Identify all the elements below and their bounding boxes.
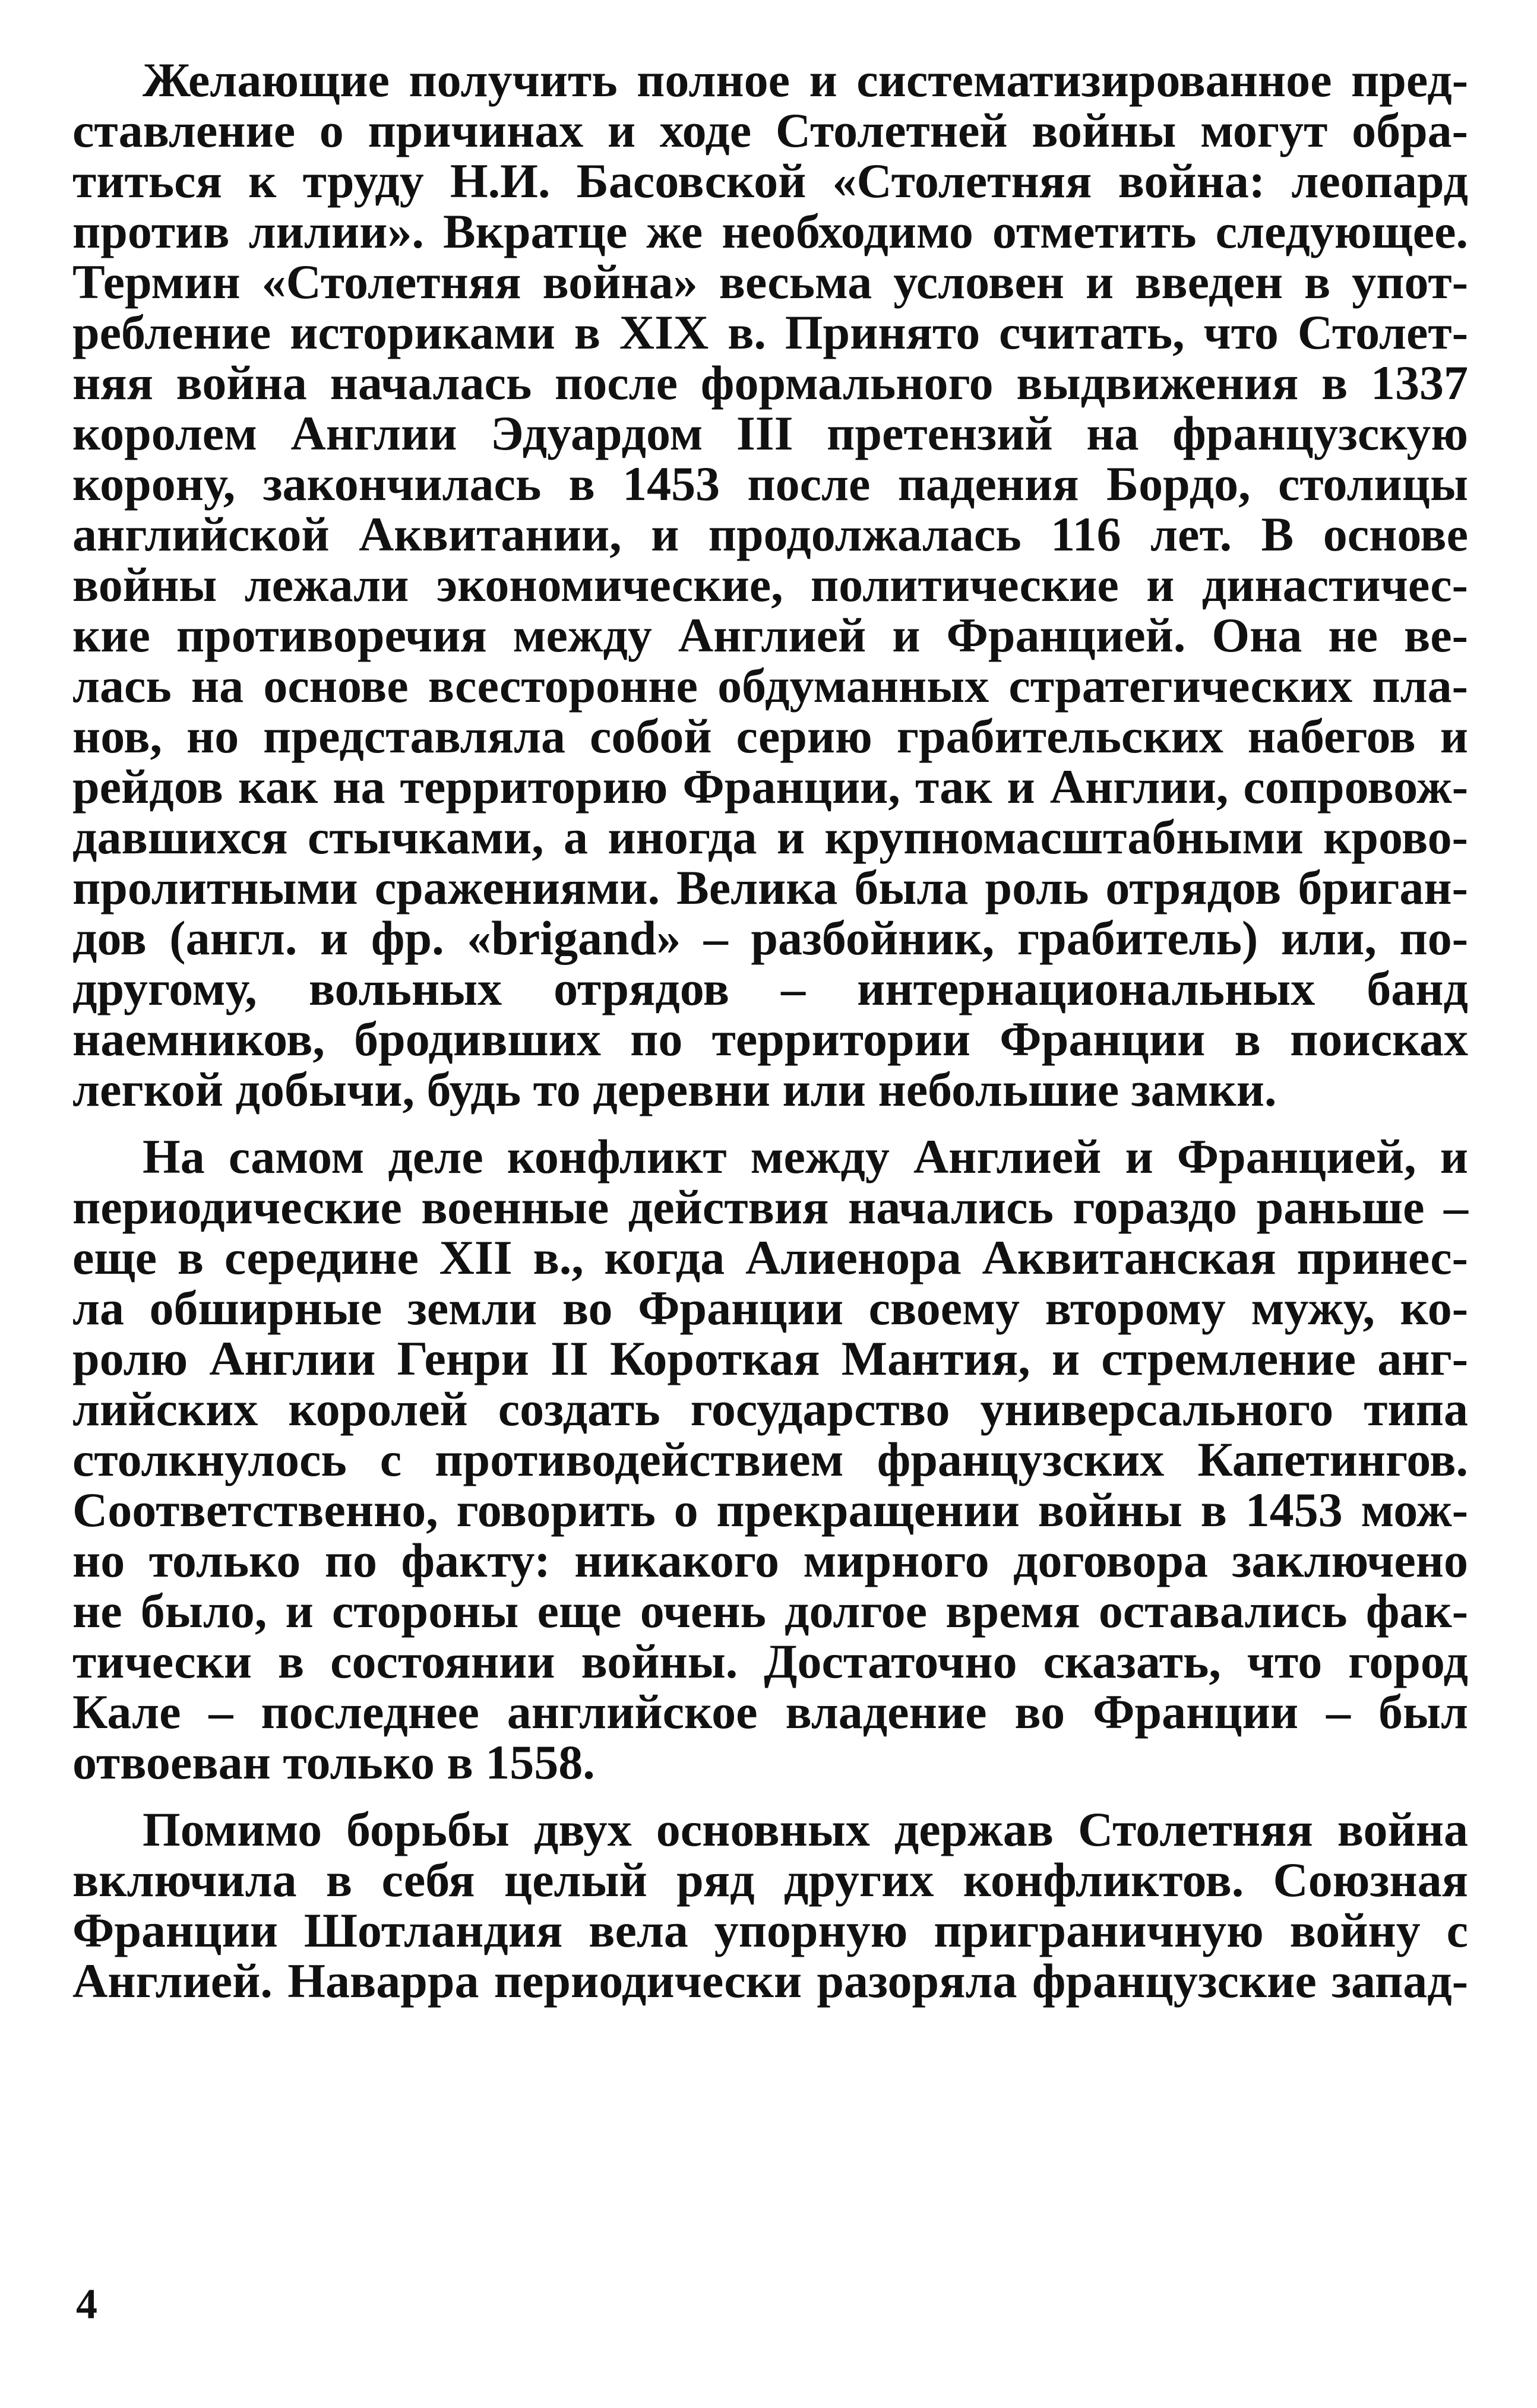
- paragraph-gap: [72, 1787, 1468, 1804]
- text-line: дов (англ. и фр. «brigand» – разбойник, грабитель) или, по-: [72, 911, 1468, 965]
- text-line: отвоеван только в 1558.: [72, 1735, 595, 1789]
- paragraph-1: [72, 55, 1468, 1115]
- text-line: нов, но представляла собой серию грабительских набегов и: [72, 709, 1468, 763]
- text-line: против лилии». Вкратце же необходимо отметить следующее.: [72, 204, 1468, 258]
- text-line: Кале – последнее английское владение во Франции – был: [72, 1685, 1468, 1739]
- text-line: еще в середине XII в., когда Алиенора Аквитанская принес-: [72, 1230, 1468, 1284]
- text-line: легкой добычи, будь то деревни или небольшие замки.: [72, 1062, 1277, 1116]
- text-line: столкнулось с противодействием французских Капетингов.: [72, 1432, 1468, 1486]
- text-line: ролю Англии Генри II Короткая Мантия, и стремление анг-: [72, 1331, 1468, 1385]
- text-line: кие противоречия между Англией и Францией. Она не ве-: [72, 608, 1468, 662]
- text-line: английской Аквитании, и продолжалась 116 лет. В основе: [72, 507, 1468, 561]
- text-line: но только по факту: никакого мирного договора заключено: [72, 1533, 1468, 1587]
- text-line: лась на основе всесторонне обдуманных стратегических пла-: [72, 659, 1468, 713]
- paragraph-gap: [72, 1115, 1468, 1131]
- paragraph-3: [72, 1804, 1468, 2006]
- text-line: пролитными сражениями. Велика была роль отрядов бриган-: [72, 860, 1468, 915]
- text-line: королем Англии Эдуардом III претензий на французскую: [72, 406, 1468, 460]
- text-line: не было, и стороны еще очень долгое время оставались фак-: [72, 1584, 1468, 1638]
- text-line: корону, закончилась в 1453 после падения Бордо, столицы: [72, 457, 1468, 511]
- text-line: рейдов как на территорию Франции, так и Англии, сопровож-: [72, 760, 1468, 814]
- body-text: [72, 55, 1468, 2006]
- text-line: другому, вольных отрядов – интернациональных банд: [72, 961, 1468, 1015]
- text-line: Англией. Наварра периодически разоряла французские запад-: [72, 1954, 1468, 2008]
- text-line: ребление историками в XIX в. Принято считать, что Столет-: [72, 305, 1468, 359]
- text-line: Желающие получить полное и систематизированное пред-: [143, 53, 1468, 107]
- text-line: титься к труду Н.И. Басовской «Столетняя война: леопард: [72, 154, 1468, 208]
- text-line: Помимо борьбы двух основных держав Столетняя война: [143, 1802, 1468, 1856]
- text-line: давшихся стычками, а иногда и крупномасштабными крово-: [72, 810, 1468, 864]
- text-line: Франции Шотландия вела упорную приграничную войну с: [72, 1903, 1468, 1957]
- text-line: лийских королей создать государство универсального типа: [72, 1382, 1468, 1436]
- text-line: тически в состоянии войны. Достаточно сказать, что город: [72, 1634, 1468, 1688]
- paragraph-2: [72, 1131, 1468, 1787]
- text-line: Соответственно, говорить о прекращении войны в 1453 мож-: [72, 1483, 1468, 1537]
- text-line: наемников, бродивших по территории Франции в поисках: [72, 1012, 1468, 1066]
- text-line: войны лежали экономические, политические и династичес-: [72, 558, 1468, 612]
- text-line: няя война началась после формального выдвижения в 1337: [72, 356, 1468, 410]
- text-line: ла обширные земли во Франции своему второму мужу, ко-: [72, 1281, 1468, 1335]
- text-line: включила в себя целый ряд других конфликтов. Союзная: [72, 1853, 1468, 1907]
- text-line: периодические военные действия начались гораздо раньше –: [72, 1180, 1468, 1234]
- text-line: Термин «Столетняя война» весьма условен и введен в упот-: [72, 255, 1468, 309]
- page-number: 4: [76, 2280, 97, 2328]
- text-line: На самом деле конфликт между Англией и Францией, и: [143, 1129, 1468, 1184]
- text-line: ставление о причинах и ходе Столетней войны могут обра-: [72, 103, 1468, 157]
